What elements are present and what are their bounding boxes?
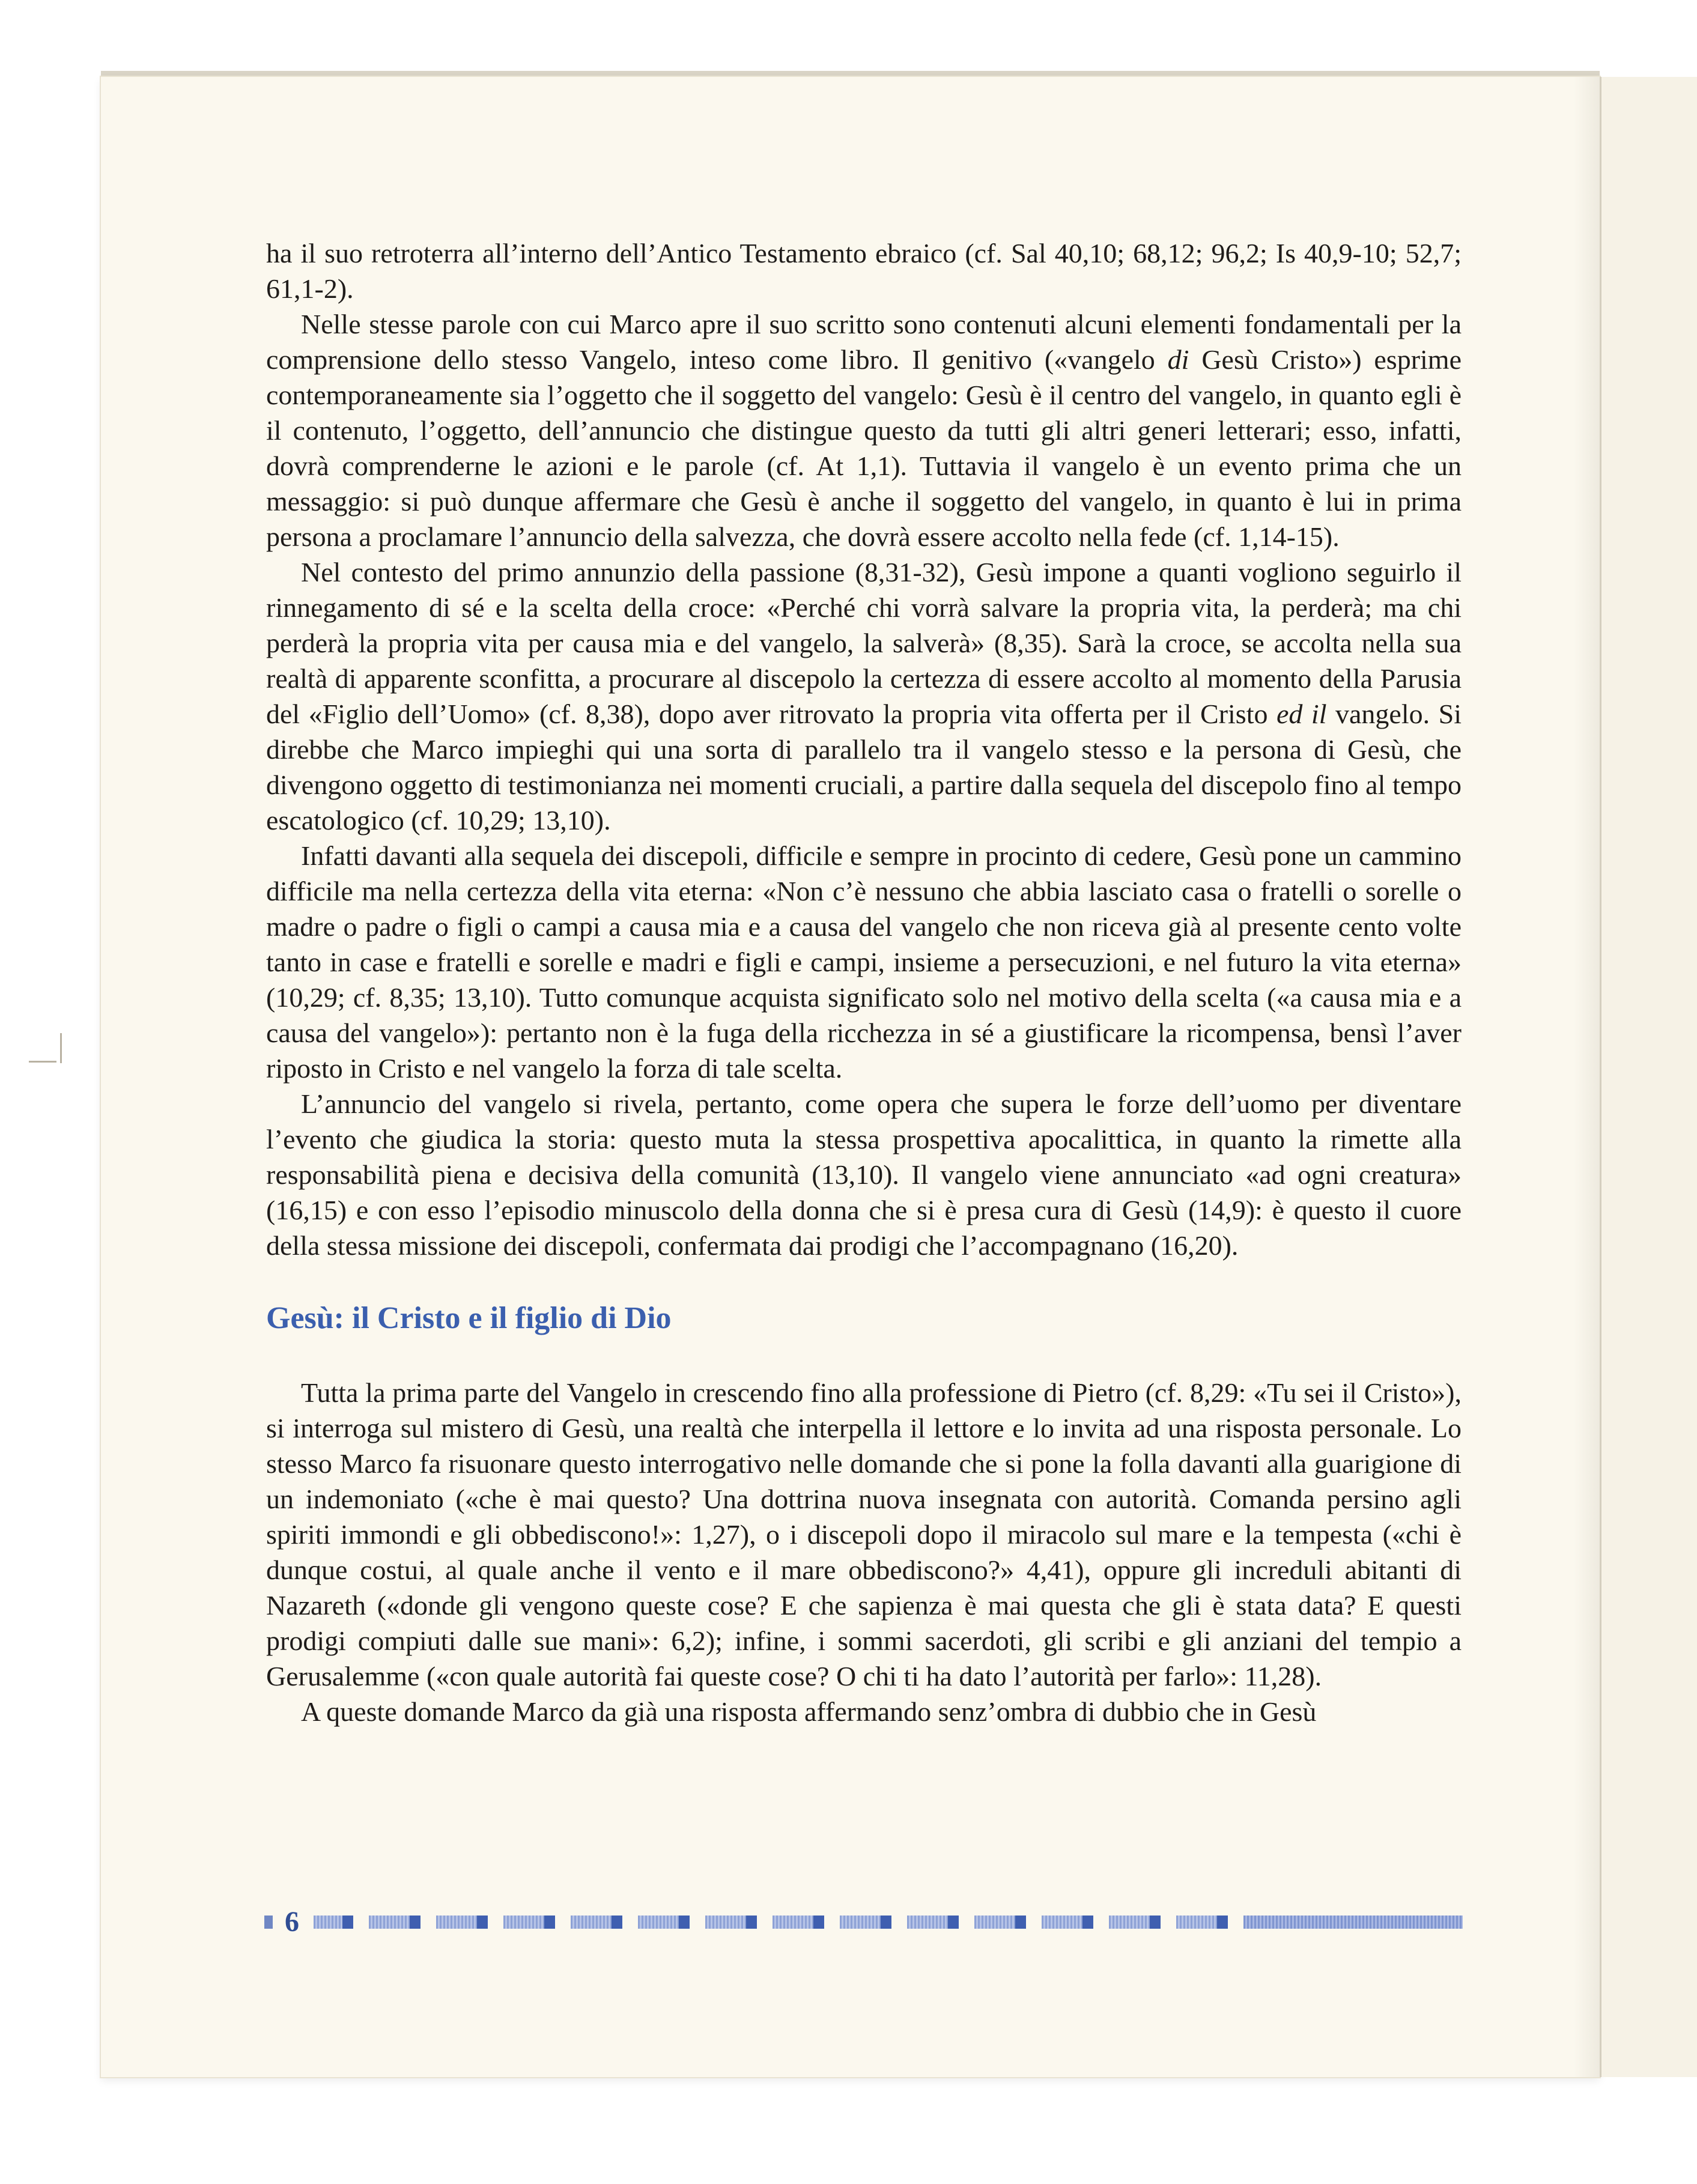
paragraph-text: Nelle stesse parole con cui Marco apre il suo scritto sono contenuti alcuni elementi fondamentali per la comprensione dello stesso Vangelo, inteso come libro. Il genitivo («vangelo	[266, 309, 1462, 375]
footer-ornament	[264, 1916, 273, 1929]
footer-ornament	[571, 1916, 622, 1929]
paragraph: A queste domande Marco da già una risposta affermando senz’ombra di dubbio che in Gesù	[301, 1696, 1317, 1727]
paragraph-text: vangelo. Si direbbe che Marco impieghi qui una sorta di parallelo tra il vangelo stesso e la persona di Gesù, che divengono oggetto di testimonianza nei momenti cruciali, a partire dalla sequela del discepolo fino al tempo escatologico (cf. 10,29; 13,10).	[266, 699, 1462, 836]
page-gutter-shadow	[1574, 77, 1600, 2077]
paragraph: Tutta la prima parte del Vangelo in crescendo fino alla professione di Pietro (cf. 8,29: «Tu sei il Cristo»), si interroga sul mistero di Gesù, una realtà che interpella il lettore e lo invita ad una risposta personale. Lo stesso Marco fa risuonare questo interrogativo nelle domande che si pone la folla davanti alla guarigione di un indemoniato («che è mai questo? Una dottrina nuova insegnata con autorità. Comanda persino agli spiriti immondi e gli obbediscono!»: 1,27), o i discepoli dopo il miracolo sul mare e la tempesta («chi è dunque costui, al quale anche il vento e il mare obbediscono?» 4,41), oppure gli increduli abitanti di Nazareth («donde gli vengono queste cose? E che sapienza è mai questa che gli è stata data? E questi prodigi compiuti dalle sue mani»: 6,2); infine, i sommi sacerdoti, gli scribi e gli anziani del tempio a Gerusalemme («con quale autorità fai queste cose? O chi ti ha dato l’autorità per farlo»: 11,28).	[266, 1377, 1462, 1691]
footer-ornament	[1109, 1916, 1161, 1929]
footer-ornament	[314, 1916, 353, 1929]
footer-ornament	[705, 1916, 757, 1929]
italic-phrase: ed il	[1277, 699, 1327, 729]
footer-ornament	[1243, 1916, 1463, 1929]
footer-ornament	[1176, 1916, 1228, 1929]
page-body	[266, 235, 1462, 1729]
footer-ornament	[773, 1916, 824, 1929]
paragraph-text: Nel contesto del primo annunzio della passione (8,31-32), Gesù impone a quanti vogliono seguirlo il rinnegamento di sé e la scelta della croce: «Perché chi vorrà salvare la propria vita, la perderà; ma chi perderà la propria vita per causa mia e del vangelo, la salverà» (8,35). Sarà la croce, se accolta nella sua realtà di apparente sconfitta, a procurare al discepolo la certezza di essere accolto al momento della Parusia del «Figlio dell’Uomo» (cf. 8,38), dopo aver ritrovato la propria vita offerta per il Cristo	[266, 557, 1462, 729]
footer-ornament	[638, 1916, 690, 1929]
margin-mark	[29, 1061, 56, 1063]
margin-mark	[60, 1033, 62, 1063]
footer-ornament	[503, 1916, 555, 1929]
paragraph: L’annuncio del vangelo si rivela, pertanto, come opera che supera le forze dell’uomo per diventare l’evento che giudica la storia: questo muta la stessa prospettiva apocalittica, in quanto la rimette alla responsabilità piena e decisiva della comunità (13,10). Il vangelo viene annunciato «ad ogni creatura» (16,15) e con esso l’episodio minuscolo della donna che si è presa cura di Gesù (14,9): è questo il cuore della stessa missione dei discepoli, confermata dai prodigi che l’accompagnano (16,20).	[266, 1088, 1462, 1261]
footer-ornament	[436, 1916, 488, 1929]
next-page-edge	[1600, 77, 1697, 2077]
page-footer	[264, 1906, 1463, 1938]
section-heading: Gesù: il Cristo e il figlio di Dio	[266, 1301, 672, 1335]
paragraph-text: Gesù Cristo») esprime contemporaneamente sia l’oggetto che il soggetto del vangelo: Gesù è il centro del vangelo, in quanto egli è il contenuto, l’oggetto, dell’annuncio che distingue questo da tutti gli altri generi letterari; esso, infatti, dovrà comprenderne le azioni e le parole (cf. At 1,1). Tuttavia il vangelo è un evento prima che un messaggio: si può dunque affermare che Gesù è anche il soggetto del vangelo, in quanto è lui in prima persona a proclamare l’annuncio della salvezza, che dovrà essere accolto nella fede (cf. 1,14-15).	[266, 344, 1462, 552]
paragraph: Infatti davanti alla sequela dei discepoli, difficile e sempre in procinto di cedere, Gesù pone un cammino difficile ma nella certezza della vita eterna: «Non c’è nessuno che abbia lasciato casa o fratelli o sorelle o madre o padre o figli o campi a causa mia e a causa del vangelo che non riceva già al presente cento volte tanto in case e fratelli e sorelle e madri e figli e campi, insieme a persecuzioni, e nel futuro la vita eterna» (10,29; cf. 8,35; 13,10). Tutto comunque acquista significato solo nel motivo della scelta («a causa mia e a causa del vangelo»): pertanto non è la fuga della ricchezza in sé a giustificare la ricompensa, bensì l’aver riposto in Cristo e nel vangelo la forza di tale scelta.	[266, 840, 1462, 1084]
footer-ornament	[369, 1916, 420, 1929]
footer-ornament	[840, 1916, 891, 1929]
footer-ornament	[974, 1916, 1026, 1929]
paragraph	[266, 554, 1462, 838]
italic-word: di	[1167, 344, 1189, 375]
page-number: 6	[285, 1906, 299, 1938]
footer-ornament	[907, 1916, 959, 1929]
footer-ornament	[1042, 1916, 1093, 1929]
paragraph	[266, 306, 1462, 554]
paragraph: ha il suo retroterra all’interno dell’Antico Testamento ebraico (cf. Sal 40,10; 68,12; 96,2; Is 40,9-10; 52,7; 61,1-2).	[266, 238, 1462, 304]
